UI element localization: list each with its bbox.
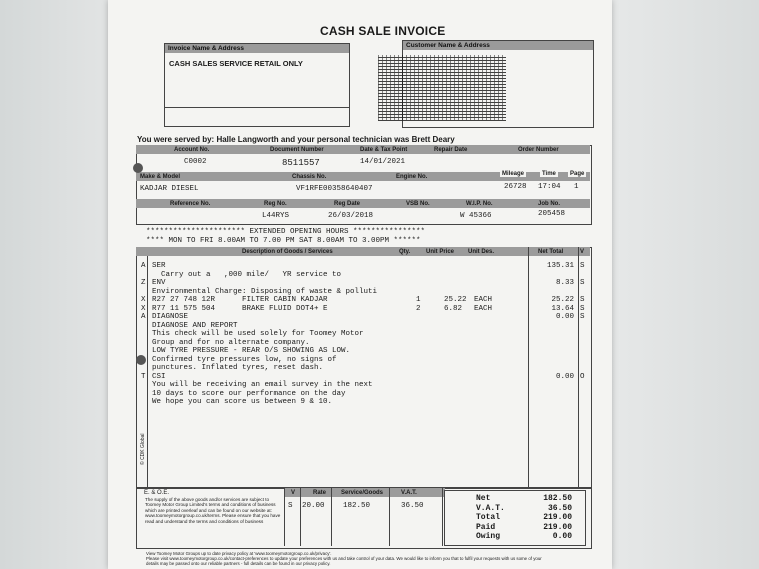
line-item-price: 6.82: [444, 304, 463, 313]
desk-background-left: [0, 0, 108, 569]
line-item-net: 135.31: [546, 262, 574, 270]
footer-privacy: [146, 551, 596, 567]
line-item-net: 0.00: [555, 372, 574, 381]
label-page: Page: [570, 171, 585, 177]
header-unit-price: Unit Price: [426, 249, 455, 255]
goods-net-column-line: [528, 247, 529, 487]
vat-row-service-goods: 182.50: [343, 502, 371, 510]
date-tax-point: 14/01/2021: [360, 158, 406, 166]
line-item-code: A: [141, 313, 146, 321]
line-item-text: R27 27 748 12R FILTER CABIN KADJAR: [152, 296, 328, 304]
mileage: 26728: [504, 183, 527, 191]
wip-no: W 45366: [460, 212, 492, 220]
line-item-v: S: [580, 279, 585, 287]
line-item-text: punctures. Inflated tyres, reset dash.: [152, 364, 324, 372]
label-reference-no: Reference No.: [170, 201, 211, 207]
line-item-unit: EACH: [474, 296, 493, 304]
notice-line-2: **** MON TO FRI 8.00AM TO 7.00 PM SAT 8.00AM TO 3.00PM ******: [146, 237, 421, 245]
goods-code-column-line: [147, 256, 148, 487]
line-item-qty: 1: [416, 296, 421, 304]
line-item-v: S: [580, 296, 585, 304]
line-item-text: 10 days to score our performance on the day: [152, 389, 346, 398]
time: 17:04: [538, 183, 561, 191]
line-item-text: Environmental Charge: Disposing of waste & polluti: [152, 287, 378, 296]
total-value: 219.00: [543, 513, 572, 522]
label-engine-no: Engine No.: [396, 174, 428, 180]
label-job-no: Job No.: [538, 201, 560, 207]
vat-header-v: V: [291, 490, 296, 496]
vat-header-vat: V.A.T.: [401, 490, 417, 496]
footer-line-1: View Toomey Motor Groups up to date privacy policy at 'www.toomeymotorgroup.co.uk/privacy'.: [146, 551, 332, 556]
customer-address-header: Customer Name & Address: [403, 41, 593, 50]
make-model: KADJAR DIESEL: [140, 185, 199, 193]
redacted-customer-scribble: [378, 55, 506, 121]
line-item-text: Confirmed tyre pressures low, no signs of: [152, 355, 337, 364]
header-v: V: [580, 249, 585, 255]
line-item-code: X: [141, 304, 146, 313]
line-item-v: S: [580, 313, 585, 321]
line-item-qty: 2: [416, 304, 421, 313]
label-repair-date: Repair Date: [434, 147, 468, 153]
total-label: V.A.T.: [476, 503, 505, 513]
line-item-net: 8.33: [555, 279, 574, 287]
label-make-model: Make & Model: [140, 174, 181, 180]
invoice-address-header: Invoice Name & Address: [165, 44, 349, 53]
vat-row-vat: 36.50: [401, 502, 424, 510]
label-mileage: Mileage: [502, 171, 525, 177]
line-item-code: X: [141, 296, 146, 304]
line-item-text: Group and for no alternate company.: [152, 338, 310, 347]
line-item-text: LOW TYRE PRESSURE - REAR O/S SHOWING AS LOW.: [152, 347, 351, 355]
line-item-code: T: [141, 372, 146, 381]
page-number: 1: [574, 183, 579, 191]
invoice-sheet: [108, 0, 612, 569]
label-document-number: Document Number: [270, 147, 324, 153]
line-item-price: 25.22: [444, 296, 467, 304]
header-unit-des: Unit Des.: [468, 249, 495, 255]
footer-line-2: Please visit www.toomeymotorgroup.co.uk/contact-preferences to update your preferences with us and take control of your data. We would like to inform you that to fulfil your requests with us some of your: [146, 556, 542, 562]
goods-v-column-line: [578, 247, 579, 487]
reg-date: 26/03/2018: [328, 212, 374, 220]
line-item-net: 25.22: [551, 296, 574, 304]
label-vsb-no: VSB No.: [406, 201, 430, 207]
reg-no: L44RYS: [262, 212, 290, 220]
vat-header-service-goods: Service/Goods: [341, 490, 384, 496]
line-item-v: S: [580, 262, 585, 270]
chassis-no: VF1RFE00358640407: [296, 185, 373, 193]
binder-hole-bottom: [136, 355, 146, 365]
vat-table: [284, 488, 445, 546]
vat-col-line-1: [300, 488, 301, 546]
header-description: Description of Goods / Services: [242, 249, 333, 255]
desk-background-right: [612, 0, 759, 569]
total-label: Net: [476, 494, 491, 503]
total-label: Paid: [476, 522, 496, 532]
line-item-code: Z: [141, 279, 146, 287]
total-value: 36.50: [547, 503, 572, 513]
line-item-net: 0.00: [555, 313, 574, 321]
line-item-text: You will be receiving an email survey in the next: [152, 381, 373, 389]
header-net-total: Net Total: [538, 249, 564, 255]
vat-row-rate: 20.00: [302, 502, 325, 510]
label-reg-date: Reg Date: [334, 201, 361, 207]
notice-line-1: ********************** EXTENDED OPENING HOURS ****************: [146, 228, 426, 236]
line-item-text: We hope you can score us between 9 & 10.: [152, 398, 333, 406]
total-value: 219.00: [543, 522, 572, 532]
vat-header-rate: Rate: [313, 490, 327, 496]
label-order-number: Order Number: [518, 147, 559, 153]
label-wip-no: W.I.P. No.: [466, 201, 493, 207]
cdk-side-text: © CDK Global: [140, 433, 146, 465]
document-title: CASH SALE INVOICE: [320, 24, 446, 38]
line-item-code: A: [141, 262, 146, 270]
label-reg-no: Reg No.: [264, 201, 287, 207]
line-item-text: DIAGNOSE: [152, 313, 189, 321]
header-qty: Qty.: [399, 249, 411, 255]
line-item-net: 13.64: [551, 304, 574, 313]
total-value: 0.00: [552, 532, 572, 541]
terms-text: The supply of the above goods and/or services are subject to Toomey Motor Group Limited's terms and conditions of business which are printed overleaf and can be found on our website at: www.toomeymotorgroup.co.uk/terms. Please ensure that you have read and understand the terms and conditions of business: [145, 497, 281, 524]
footer-line-3: details may be passed onto our reliable partners - full details can be found in our privacy policy.: [146, 561, 331, 567]
document-number: 8511557: [282, 158, 320, 168]
vat-col-line-4: [442, 488, 443, 546]
line-item-text: CSI: [152, 372, 166, 381]
eoe-text: E. & O.E.: [144, 490, 170, 496]
label-time: Time: [542, 171, 556, 177]
goods-table-header-bar: [136, 247, 590, 256]
line-item-text: R77 11 575 504 BRAKE FLUID DOT4+ E: [152, 304, 328, 313]
invoice-name: CASH SALES SERVICE RETAIL ONLY: [169, 59, 303, 68]
invoice-box-divider: [165, 107, 349, 108]
line-item-v: O: [580, 372, 585, 381]
vat-col-line-3: [389, 488, 390, 546]
line-item-unit: EACH: [474, 304, 493, 313]
line-item-v: S: [580, 304, 585, 313]
binder-hole-top: [133, 163, 143, 173]
label-date-tax-point: Date & Tax Point: [360, 147, 408, 153]
total-label: Owing: [476, 532, 501, 541]
account-no: C0002: [184, 158, 207, 166]
job-no: 205458: [538, 210, 566, 218]
label-chassis-no: Chassis No.: [292, 174, 327, 180]
line-item-text: This check will be used solely for Toomey Motor: [152, 330, 364, 338]
line-item-text: DIAGNOSE AND REPORT: [152, 321, 238, 330]
line-item-text: Carry out a ,000 mile/ YR service to: [152, 270, 342, 279]
label-account-no: Account No.: [174, 147, 210, 153]
invoice-address-box: [164, 43, 350, 127]
served-by-line: You were served by: Halle Langworth and your personal technician was Brett Deary: [137, 135, 455, 144]
total-label: Total: [476, 513, 501, 522]
line-item-text: ENV: [152, 279, 166, 287]
line-item-text: SER: [152, 262, 166, 270]
total-value: 182.50: [543, 494, 572, 503]
vat-row-v: S: [288, 502, 293, 510]
vat-col-line-2: [331, 488, 332, 546]
